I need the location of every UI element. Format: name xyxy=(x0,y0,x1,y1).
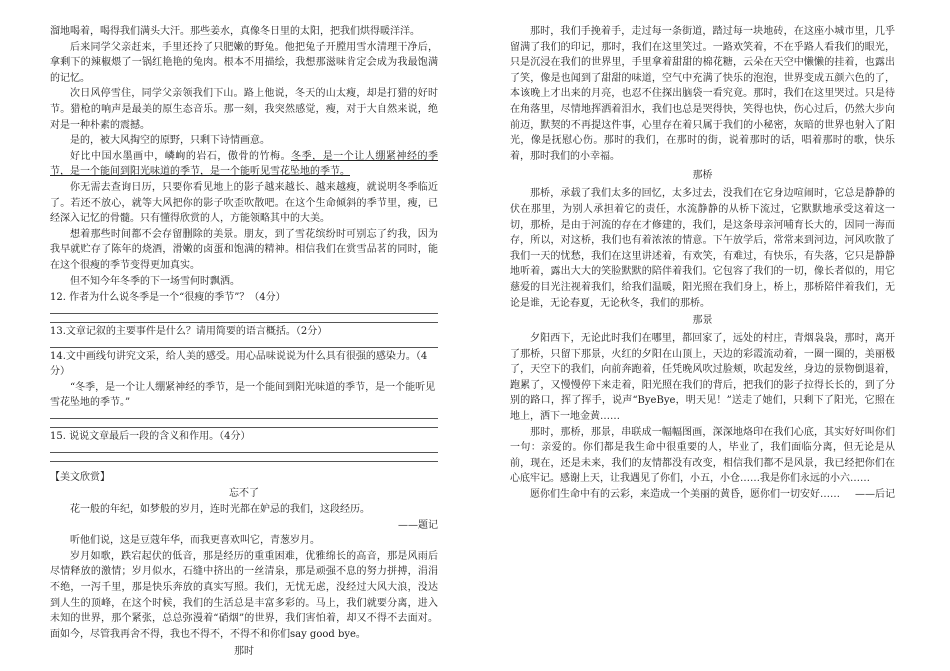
paragraph: 听他们说，这是豆蔻年华，而我更喜欢叫它，青葱岁月。 xyxy=(70,535,320,547)
question-15: 15. 说说文章最后一段的含义和作用。（4分） xyxy=(50,431,251,443)
epigraph-signature: ——题记 xyxy=(398,519,438,531)
answer-line[interactable] xyxy=(50,339,438,348)
postscript-signature: ——后记 xyxy=(855,489,895,501)
paragraph: 后来同学父亲赶来，手里还拎了只肥嫩的野兔。他把兔子开膛用雪水清理干净后，拿剩下的辣椒煨了一锅红艳艳的兔肉。根本不用描绘，我想那滋味肯定会成为我最饱满的记忆。 xyxy=(50,41,438,84)
section-heading-then: 那时 xyxy=(234,646,254,658)
essay-section-then xyxy=(510,24,895,164)
story-text xyxy=(50,24,438,149)
essay-title: 忘不了 xyxy=(229,488,259,500)
answer-line[interactable] xyxy=(50,314,438,323)
answer-line[interactable] xyxy=(50,444,438,453)
underlined-sentence: 冬季，是一个让人绷紧神经的季节，是一个能间到阳光味道的季节，是一个能听见雪花坠地的季节。 xyxy=(50,150,439,178)
essay-section-bridge xyxy=(510,186,895,311)
paragraph: 次日风停雪住，同学父亲领我们下山。路上他说，冬天的山太瘦，却是打猎的好时节。猎枪的响声是最美的原生态音乐。那一刻，我突然感觉，瘦，对于大自然来说，绝对是一种朴素的震撼。 xyxy=(50,88,438,131)
question-12: 12. 作者为什么说冬季是一个“很瘦的季节”？（4分） xyxy=(50,292,286,304)
paragraph: 你无需去查询日历，只要你看见地上的影子越来越长、越来越瘦，就说明冬季临近了。若还不放心，就等大风把你的影子吹歪吹散吧。在这个生命倾斜的季节里，瘦，已经深入记忆的骨髓。只有懂得欣赏的人，方能领略其中的大美。 xyxy=(50,181,438,225)
paragraph: 愿你们生命中有的云彩，来造成一个美丽的黄昏，愿你们一切安好…… xyxy=(530,489,840,501)
left-column xyxy=(50,24,438,660)
question-14: 14.文中画线句讲究文采，给人美的感受。用心品味说说为什么具有很强的感染力。（4分） xyxy=(50,351,428,378)
paragraph: 溜地喝着，喝得我们满头大汗。那些姜水，真像冬日里的太阳，把我们烘得暖洋洋。 xyxy=(50,26,420,37)
story-text-more xyxy=(50,180,438,289)
section-heading-bridge: 那桥 xyxy=(692,170,713,182)
section-heading-scenery: 那景 xyxy=(692,315,713,327)
paragraph: 想着那些时间都不会存留删除的美景。朋友，到了雪花缤纷时可别忘了约我，因为我早就贮存了陈年的烧酒，滑嫩的卤蛋和饱满的精神。相信我们在赏雪品茗的同时，能在这个很瘦的季节变得更加真实。 xyxy=(50,228,438,271)
paragraph: 但不知今年冬季的下一场雪何时飘洒。 xyxy=(70,275,240,287)
paragraph: 是的，被大风掏空的原野，只剩下诗情画意。 xyxy=(70,135,270,147)
appreciation-header: 【美文欣赏】 xyxy=(50,472,110,484)
answer-line[interactable] xyxy=(50,410,438,419)
right-column xyxy=(510,24,895,503)
paragraph: 岁月如歌，跌宕起伏的低音，那是经历的重重困难，优雅绵长的高音，那是风雨后尽情释放的激情；岁月似水，石缝中挤出的一丝清泉，那是顽强不息的努力拼搏，涓涓不绝，一泻千里，那是快乐奔放的真实写照。我们，无忧无虑，没经过大风大浪，没达到人生的顶峰，在这个时候，我们的生活总是丰富多彩的。马上，我们就要分离，进入未知的世界，那个紧张，总总弥漫着“硝烟”的世界，我们害怕着，却又不得不去面对。面如今，尽管我再舍不得，我也不得不，不得不和你们say good bye。 xyxy=(50,550,438,640)
paragraph: 那时，我们手挽着手，走过每一条街道，踏过每一块地砖，在这座小城市里，几乎留满了我们的印记，那时，我们在这里笑过。一路欢笑着，不在乎路人看我们的眼光，只是沉浸在我们的世界里，手里拿着甜甜的棉花糖，云朵在天空中懒懒的挂着，也露出了笑，像是也闻到了甜甜的味道，空气中充满了快乐的泡泡，世界变成五颜六色的了，本该晚上才出来的月亮，也忍不住探出脑袋一看究竟。那时，我们在这里哭过。只是待在角落里，尽情地挥洒着泪水，我们也总是哭得快，笑得也快，伤心过后，仍然大步向前迈，默契的不再提这件事，心里存在着只属于我们的小秘密，灰暗的世界也射入了阳光，像是抚慰心伤。那时的我们，在那时的街，说着那时的话，唱着那时的歌，快乐着，那时我们的小幸福。 xyxy=(510,26,895,162)
answer-line[interactable] xyxy=(50,305,438,314)
underlined-paragraph xyxy=(50,149,438,180)
question-14-quote: “冬季，是一个让人绷紧神经的季节，是一个能间到阳光味道的季节，是一个能听见雪花坠地的季节。” xyxy=(50,382,436,409)
paragraph: 那桥，承载了我们太多的回忆，太多过去，没我们在它身边喧闹时，它总是静静的伏在那里，为别人承担着它的责任，水流静静的从桥下流过，它默默地承受这着这一切，那桥，是由于河流的存在才修建的，我们，是这条母亲河哺育长大的，因同一海而存，所以，对这桥，我们也有着浓浓的情意。下午放学后，常常来到河边，河风吹散了我们一天的忧愁，我们在这里讲述着，有欢笑，有难过，有快乐，有失落，它只是静静地听着，露出大大的笑脸默默的陪伴着我们。它包容了我们的一切，像长者似的，用它慈爱的目光注视着我们，给我们温暖，阳光照在我们身上，桥上，那桥陪伴着我们，无论是谁，无论春夏，无论秋冬，我们的那桥。 xyxy=(510,188,895,309)
para-text: 好比中国水墨画中，嶙峋的岩石，傲骨的竹梅。 xyxy=(70,150,292,162)
paragraph: 那时，那桥，那景，串联成一幅幅图画，深深地烙印在我们心底，其实好好叫你们一句：亲爱的。你们都是我生命中很重要的人，毕业了，我们面临分离，但无论是从前，现在，还是未来，我们的友情都没有改变，相信我们都不是风景，我已经把你们在心底牢记。感谢上天，让我遇见了你们，小五，小仓……我是你们永远的小六…… xyxy=(510,426,895,485)
paragraph: 夕阳西下，无论此时我们在哪里，都回家了，远处的村庄，青烟袅袅，那时，离开了那桥，只留下那景，火红的夕阳在山顶上，天边的彩霞流动着，一圈一圈的，美丽极了，天空下的我们，向前奔跑着，任凭晚风吹过脸颊，吹起发丝，身边的景物倒退着，跑累了，又慢慢停下来走着，阳光照在我们的背后，把我们的影子拉得长长的，到了分别的路口，挥了挥手，说声“ByeBye，明天见！”送走了她们，只剩下了阳光，它照在地上，洒下一地金黄…… xyxy=(510,333,895,423)
essay-section-scenery xyxy=(510,331,895,503)
essay-text xyxy=(50,533,438,642)
answer-line[interactable] xyxy=(50,419,438,428)
answer-line[interactable] xyxy=(50,453,438,462)
epigraph: 花一般的年纪，如梦般的岁月，连时光都在妒忌的我们，这段经历。 xyxy=(70,504,370,516)
question-13: 13.文章记叙的主要事件是什么？请用简要的语言概括。（2分） xyxy=(50,326,328,338)
